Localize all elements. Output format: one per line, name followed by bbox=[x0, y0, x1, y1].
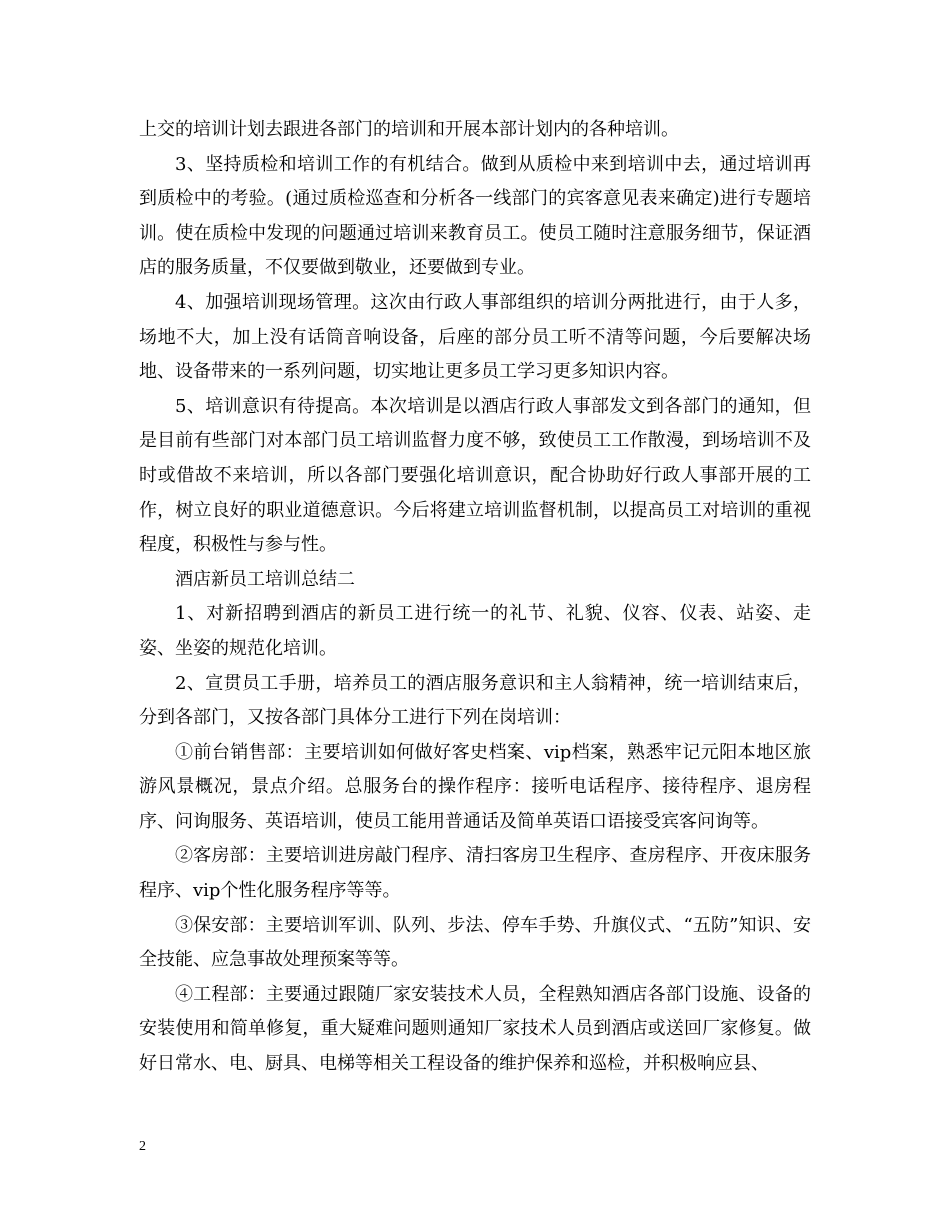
paragraph-6: 1、对新招聘到酒店的新员工进行统一的礼节、礼貌、仪容、仪表、站姿、走姿、坐姿的规范化培训。 bbox=[139, 603, 811, 659]
page-number: 2 bbox=[139, 1139, 146, 1154]
body-text bbox=[139, 113, 811, 1082]
paragraph-9: ②客房部：主要培训进房敲门程序、清扫客房卫生程序、查房程序、开夜床服务程序、vip个性化服务程序等等。 bbox=[139, 845, 811, 902]
paragraph-8: ①前台销售部：主要培训如何做好客史档案、vip档案，熟悉牢记元阳本地区旅游风景概况，景点介绍。总服务台的操作程序：接听电话程序、接待程序、退房程序、问询服务、英语培训，使员工能用普通话及简单英语口语接受宾客问询等。 bbox=[139, 741, 811, 832]
section-heading: 酒店新员工培训总结二 bbox=[175, 568, 355, 590]
paragraph-7: 2、宣贯员工手册，培养员工的酒店服务意识和主人翁精神，统一培训结束后，分到各部门，又按各部门具体分工进行下列在岗培训： bbox=[139, 672, 811, 729]
paragraph-10: ③保安部：主要培训军训、队列、步法、停车手势、升旗仪式、“五防”知识、安全技能、应急事故处理预案等等。 bbox=[139, 914, 811, 971]
paragraph-11: ④工程部：主要通过跟随厂家安装技术人员，全程熟知酒店各部门设施、设备的安装使用和简单修复，重大疑难问题则通知厂家技术人员到酒店或送回厂家修复。做好日常水、电、厨具、电梯等相关工程设备的维护保养和巡检，并积极响应县、 bbox=[139, 983, 811, 1075]
paragraph-3: 4、加强培训现场管理。这次由行政人事部组织的培训分两批进行，由于人多，场地不大，加上没有话筒音响设备，后座的部分员工听不清等问题，今后要解决场地、设备带来的一系列问题，切实地让更多员工学习更多知识内容。 bbox=[139, 291, 811, 383]
paragraph-1: 上交的培训计划去跟进各部门的培训和开展本部计划内的各种培训。 bbox=[139, 119, 679, 140]
paragraph-2: 3、坚持质检和培训工作的有机结合。做到从质检中来到培训中去，通过培训再到质检中的考验。(通过质检巡查和分析各一线部门的宾客意见表来确定)进行专题培训。使在质检中发现的问题通过培训来教育员工。使员工随时注意服务细节，保证酒店的服务质量，不仅要做到敬业，还要做到专业。 bbox=[139, 153, 811, 279]
paragraph-4: 5、培训意识有待提高。本次培训是以酒店行政人事部发文到各部门的通知，但是目前有些部门对本部门员工培训监督力度不够，致使员工工作散漫，到场培训不及时或借故不来培训，所以各部门要强化培训意识，配合协助好行政人事部开展的工作，树立良好的职业道德意识。今后将建立培训监督机制，以提高员工对培训的重视程度，积极性与参与性。 bbox=[139, 395, 811, 556]
